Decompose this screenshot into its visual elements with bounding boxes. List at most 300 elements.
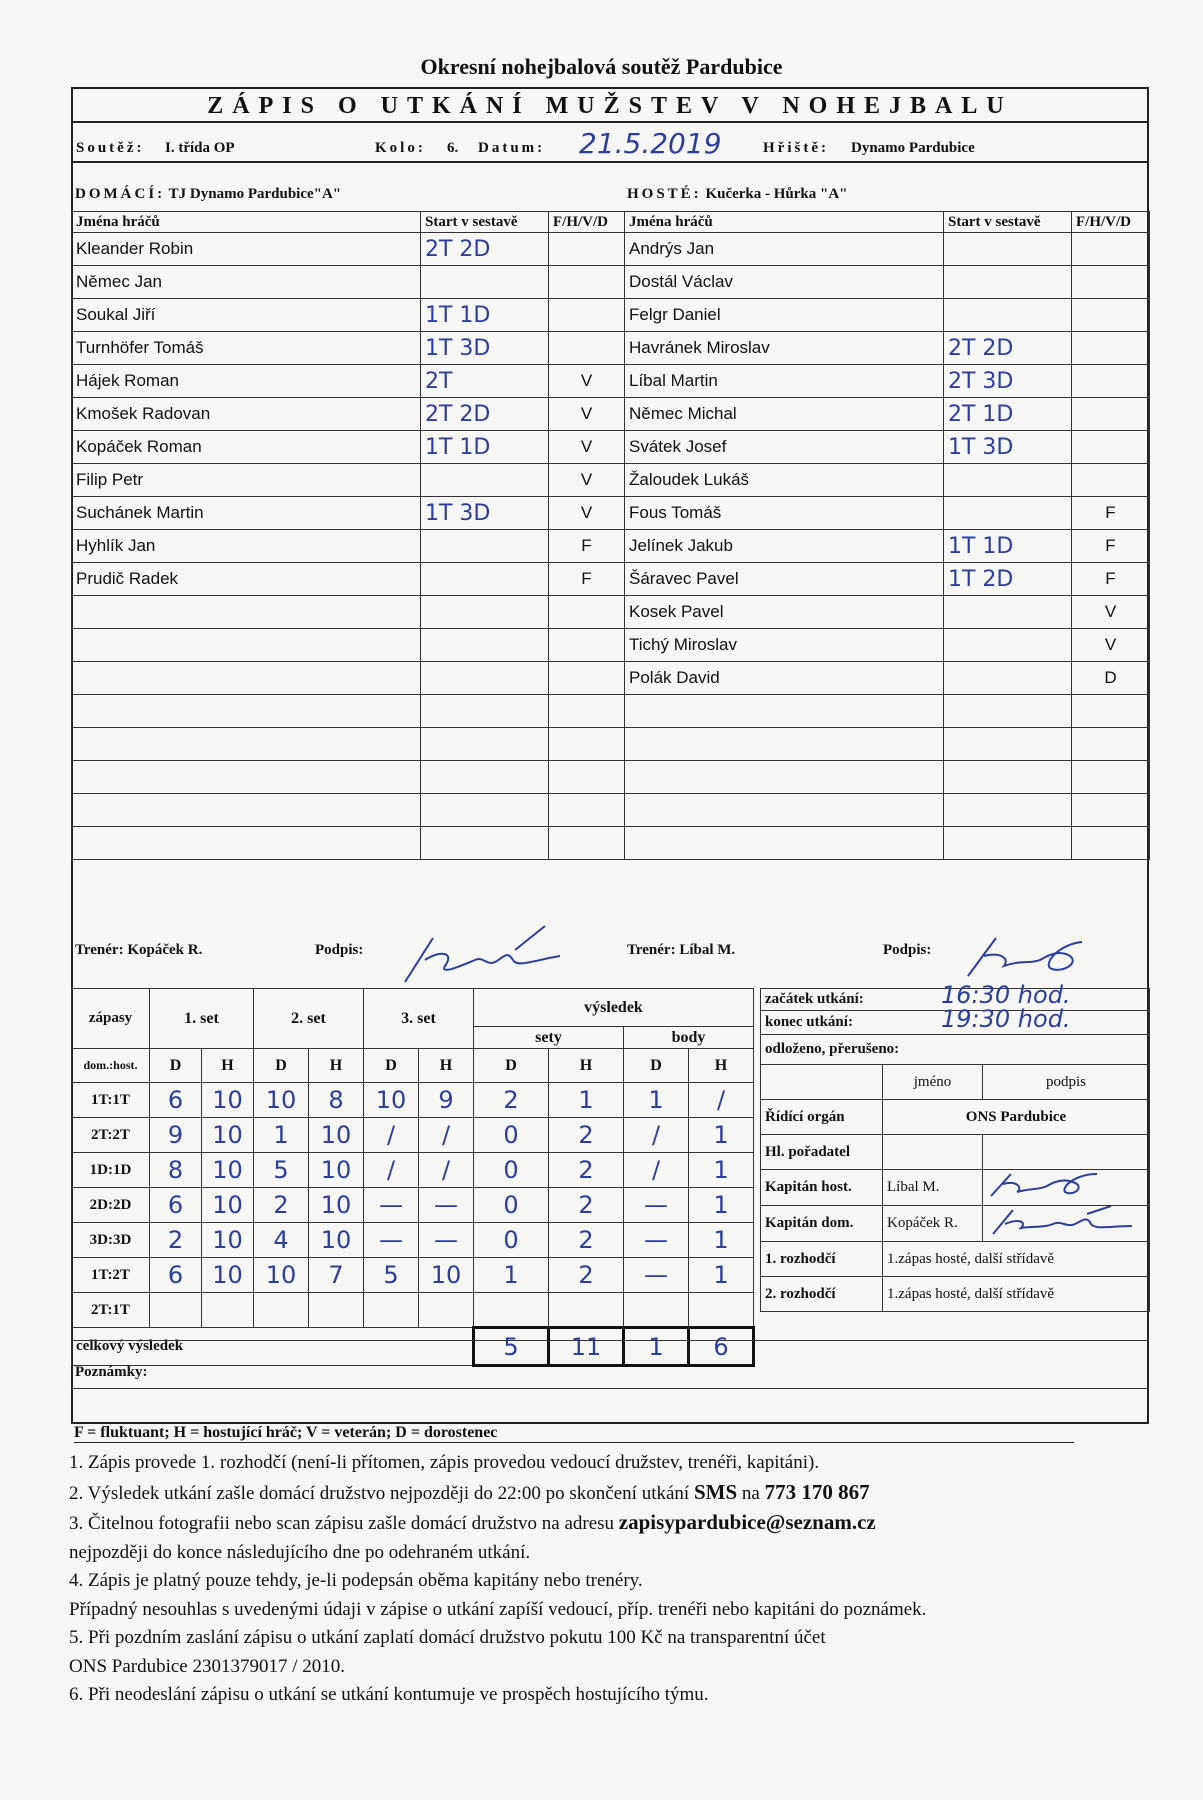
kap-host-name: Líbal M. bbox=[883, 1170, 983, 1206]
kap-dom-signature bbox=[987, 1206, 1137, 1236]
score-cell: 10 bbox=[202, 1118, 254, 1153]
home-player-name bbox=[72, 596, 421, 629]
kap-dom-sign bbox=[983, 1206, 1150, 1242]
score-cell: 2 bbox=[549, 1188, 624, 1223]
total-cell: 1 bbox=[624, 1328, 689, 1366]
ridici-value: ONS Pardubice bbox=[883, 1100, 1150, 1135]
score-cell: 2 bbox=[549, 1258, 624, 1293]
score-cell: 10 bbox=[309, 1223, 364, 1258]
res-h-set3: 3. set bbox=[364, 989, 474, 1049]
score-cell: 1 bbox=[549, 1083, 624, 1118]
home-player-category bbox=[549, 761, 625, 794]
soutez-value: I. třída OP bbox=[165, 140, 235, 156]
rule-3-email: zapisypardubice@seznam.cz bbox=[618, 1510, 876, 1534]
match-label: 2D:2D bbox=[72, 1188, 150, 1223]
ridici-label: Řídící orgán bbox=[761, 1100, 883, 1135]
home-player-start bbox=[421, 629, 549, 662]
guest-player-start bbox=[944, 497, 1072, 530]
score-cell: 10 bbox=[202, 1258, 254, 1293]
score-cell: — bbox=[419, 1188, 474, 1223]
guest-player-start: 2T 1D bbox=[944, 398, 1072, 431]
table-row bbox=[72, 662, 625, 695]
home-player-category: V bbox=[549, 497, 625, 530]
table-row bbox=[625, 761, 1150, 794]
match-info-table bbox=[760, 981, 1150, 1312]
score-cell: 1 bbox=[689, 1188, 754, 1223]
score-cell: 1 bbox=[474, 1258, 549, 1293]
home-player-start: 2T 2D bbox=[421, 398, 549, 431]
score-cell: 0 bbox=[474, 1223, 549, 1258]
guest-player-start bbox=[944, 662, 1072, 695]
home-player-name: Suchánek Martin bbox=[72, 497, 421, 530]
score-cell bbox=[419, 1293, 474, 1328]
table-row bbox=[72, 563, 625, 596]
res-col-h: H bbox=[309, 1049, 364, 1083]
soutez-label: Soutěž: bbox=[76, 140, 145, 156]
datum-value: 21.5.2019 bbox=[579, 127, 722, 160]
score-cell: 1 bbox=[689, 1258, 754, 1293]
score-cell: 1 bbox=[254, 1118, 309, 1153]
table-row bbox=[625, 530, 1150, 563]
res-col-h: H bbox=[202, 1049, 254, 1083]
match-label: 1D:1D bbox=[72, 1153, 150, 1188]
home-col-start: Start v sestavě bbox=[421, 212, 549, 233]
home-player-start bbox=[421, 695, 549, 728]
guest-player-start: 1T 3D bbox=[944, 431, 1072, 464]
total-cell: 6 bbox=[689, 1328, 754, 1366]
home-player-category: F bbox=[549, 530, 625, 563]
score-cell: — bbox=[364, 1188, 419, 1223]
score-cell: 10 bbox=[364, 1083, 419, 1118]
res-h-zapasy: zápasy bbox=[72, 989, 150, 1049]
res-h-body: body bbox=[624, 1027, 754, 1049]
match-meta bbox=[71, 123, 1149, 163]
guest-label: HOSTÉ: bbox=[627, 186, 702, 202]
score-cell: 4 bbox=[254, 1223, 309, 1258]
score-cell: 0 bbox=[474, 1118, 549, 1153]
guest-col-start: Start v sestavě bbox=[944, 212, 1072, 233]
home-player-name: Prudič Radek bbox=[72, 563, 421, 596]
home-player-name bbox=[72, 794, 421, 827]
match-label: 2T:1T bbox=[72, 1293, 150, 1328]
home-player-start: 1T 3D bbox=[421, 497, 549, 530]
kap-dom-name: Kopáček R. bbox=[883, 1206, 983, 1242]
score-cell: / bbox=[364, 1118, 419, 1153]
guest-player-name: Dostál Václav bbox=[625, 266, 944, 299]
score-cell: — bbox=[624, 1258, 689, 1293]
table-row bbox=[625, 728, 1150, 761]
table-row bbox=[625, 365, 1150, 398]
rule-4: 4. Zápis je platný pouze tehdy, je-li podepsán oběma kapitány nebo trenéry. bbox=[69, 1570, 643, 1591]
home-trainer bbox=[75, 942, 364, 959]
guest-player-start bbox=[944, 794, 1072, 827]
res-col-h: H bbox=[689, 1049, 754, 1083]
guest-player-category bbox=[1072, 233, 1150, 266]
rozh2-label: 2. rozhodčí bbox=[761, 1277, 883, 1312]
home-player-name bbox=[72, 629, 421, 662]
home-player-category bbox=[549, 629, 625, 662]
table-row bbox=[72, 398, 625, 431]
score-cell: 2 bbox=[474, 1083, 549, 1118]
kap-dom-label: Kapitán dom. bbox=[761, 1206, 883, 1242]
guest-player-name: Fous Tomáš bbox=[625, 497, 944, 530]
rule-2-text: 2. Výsledek utkání zašle domácí družstvo nejpozději do 22:00 po skončení utkání bbox=[69, 1482, 694, 1504]
hriste-label: Hřiště: bbox=[763, 140, 829, 156]
score-cell: 1 bbox=[689, 1153, 754, 1188]
score-cell bbox=[689, 1293, 754, 1328]
table-row bbox=[625, 398, 1150, 431]
home-player-category bbox=[549, 266, 625, 299]
table-row bbox=[625, 695, 1150, 728]
score-cell: / bbox=[624, 1153, 689, 1188]
table-row bbox=[72, 1153, 754, 1188]
score-cell bbox=[549, 1293, 624, 1328]
home-player-name: Turnhöfer Tomáš bbox=[72, 332, 421, 365]
score-cell: 10 bbox=[309, 1188, 364, 1223]
guest-player-name: Felgr Daniel bbox=[625, 299, 944, 332]
guest-player-category: V bbox=[1072, 596, 1150, 629]
notes-divider bbox=[71, 1340, 1149, 1341]
page-title: Okresní nohejbalová soutěž Pardubice bbox=[420, 54, 783, 79]
table-row bbox=[72, 728, 625, 761]
score-cell bbox=[474, 1293, 549, 1328]
end-label-text: konec utkání: bbox=[765, 1014, 853, 1030]
notes-label: Poznámky: bbox=[75, 1364, 148, 1380]
table-row bbox=[625, 233, 1150, 266]
table-row bbox=[625, 563, 1150, 596]
home-player-start: 1T 1D bbox=[421, 299, 549, 332]
score-cell: 2 bbox=[254, 1188, 309, 1223]
home-trainer-label: Trenér: bbox=[75, 942, 124, 958]
guest-col-cat: F/H/V/D bbox=[1072, 212, 1150, 233]
score-cell: 0 bbox=[474, 1153, 549, 1188]
home-team-name: TJ Dynamo Pardubice"A" bbox=[168, 186, 342, 202]
res-col-d: D bbox=[474, 1049, 549, 1083]
score-cell: / bbox=[689, 1083, 754, 1118]
table-row bbox=[72, 629, 625, 662]
guest-player-category bbox=[1072, 728, 1150, 761]
guest-player-start bbox=[944, 464, 1072, 497]
match-label: 3D:3D bbox=[72, 1223, 150, 1258]
info-blank bbox=[761, 1065, 883, 1100]
home-player-category: V bbox=[549, 464, 625, 497]
rozh1-label: 1. rozhodčí bbox=[761, 1242, 883, 1277]
start-label-text: začátek utkání: bbox=[765, 991, 864, 1007]
res-h-vysledek: výsledek bbox=[474, 989, 754, 1027]
home-player-name: Hájek Roman bbox=[72, 365, 421, 398]
score-cell: 2 bbox=[549, 1153, 624, 1188]
score-cell: 10 bbox=[309, 1118, 364, 1153]
guest-team-header bbox=[627, 186, 848, 203]
table-row bbox=[72, 1293, 754, 1328]
res-col-h: H bbox=[419, 1049, 474, 1083]
home-player-category: F bbox=[549, 563, 625, 596]
end-time: 19:30 hod. bbox=[941, 1005, 1071, 1033]
guest-player-category: F bbox=[1072, 497, 1150, 530]
rule-4-cont: Případný nesouhlas s uvedenými údaji v zápise o utkání zapíší vedoucí, příp. trenéři nebo kapitáni do poznámek. bbox=[69, 1598, 927, 1620]
guest-player-category bbox=[1072, 695, 1150, 728]
rule-5: 5. Při pozdním zaslání zápisu o utkání zaplatí domácí družstvo pokutu 100 Kč na transparentní účet bbox=[69, 1627, 826, 1648]
table-row bbox=[72, 497, 625, 530]
table-row bbox=[72, 530, 625, 563]
home-player-category bbox=[549, 662, 625, 695]
results-table bbox=[71, 988, 755, 1367]
table-row bbox=[625, 299, 1150, 332]
home-player-start: 1T 1D bbox=[421, 431, 549, 464]
home-player-category bbox=[549, 827, 625, 860]
home-player-name: Kmošek Radovan bbox=[72, 398, 421, 431]
poradatel-label: Hl. pořadatel bbox=[761, 1135, 883, 1170]
score-cell: 6 bbox=[150, 1083, 202, 1118]
table-row bbox=[72, 596, 625, 629]
score-cell: 10 bbox=[254, 1258, 309, 1293]
score-cell: 10 bbox=[202, 1153, 254, 1188]
score-cell: — bbox=[419, 1223, 474, 1258]
res-h-set2: 2. set bbox=[254, 989, 364, 1049]
guest-player-category: F bbox=[1072, 530, 1150, 563]
home-player-name bbox=[72, 761, 421, 794]
score-cell: 1 bbox=[689, 1118, 754, 1153]
score-cell: 8 bbox=[150, 1153, 202, 1188]
table-row bbox=[72, 761, 625, 794]
datum-label: Datum: bbox=[478, 140, 546, 156]
guest-player-start bbox=[944, 596, 1072, 629]
home-col-cat: F/H/V/D bbox=[549, 212, 625, 233]
kap-host-sign bbox=[983, 1170, 1150, 1206]
home-player-start: 1T 3D bbox=[421, 332, 549, 365]
score-cell: 2 bbox=[549, 1223, 624, 1258]
table-row bbox=[72, 233, 625, 266]
guest-sign-label: Podpis: bbox=[883, 942, 932, 958]
home-player-category bbox=[549, 299, 625, 332]
home-player-start bbox=[421, 464, 549, 497]
home-player-name: Němec Jan bbox=[72, 266, 421, 299]
rozh1-value: 1.zápas hosté, další střídavě bbox=[883, 1242, 1150, 1277]
guest-player-start bbox=[944, 827, 1072, 860]
guest-trainer-name: Líbal M. bbox=[679, 942, 736, 958]
score-cell: 1 bbox=[689, 1223, 754, 1258]
table-row bbox=[72, 695, 625, 728]
hriste-value: Dynamo Pardubice bbox=[851, 140, 975, 156]
guest-player-start: 2T 3D bbox=[944, 365, 1072, 398]
total-cell: 11 bbox=[549, 1328, 624, 1366]
home-player-category bbox=[549, 794, 625, 827]
table-row bbox=[625, 596, 1150, 629]
table-row bbox=[625, 662, 1150, 695]
home-player-start bbox=[421, 596, 549, 629]
res-h-set1: 1. set bbox=[150, 989, 254, 1049]
rule-1: 1. Zápis provede 1. rozhodčí (není-li přítomen, zápis provedou vedoucí družstev, trenéři, kapitáni). bbox=[69, 1452, 820, 1473]
score-cell: / bbox=[624, 1118, 689, 1153]
home-player-category: V bbox=[549, 365, 625, 398]
guest-player-name bbox=[625, 827, 944, 860]
score-cell: 6 bbox=[150, 1188, 202, 1223]
table-row bbox=[625, 794, 1150, 827]
score-cell bbox=[624, 1293, 689, 1328]
guest-player-name: Šáravec Pavel bbox=[625, 563, 944, 596]
guest-player-category: F bbox=[1072, 563, 1150, 596]
guest-col-names: Jména hráčů bbox=[625, 212, 944, 233]
guest-player-category: V bbox=[1072, 629, 1150, 662]
rule-5-cont: ONS Pardubice 2301379017 / 2010. bbox=[69, 1655, 346, 1677]
form-banner: ZÁPIS O UTKÁNÍ MUŽSTEV V NOHEJBALU bbox=[71, 87, 1149, 123]
res-h-domhost: dom.:host. bbox=[72, 1049, 150, 1083]
guest-player-category bbox=[1072, 365, 1150, 398]
score-cell: 9 bbox=[150, 1118, 202, 1153]
res-col-h: H bbox=[549, 1049, 624, 1083]
home-player-name: Hyhlík Jan bbox=[72, 530, 421, 563]
end-label bbox=[761, 1005, 1150, 1035]
legend: F = fluktuant; H = hostující hráč; V = veterán; D = dorostenec bbox=[74, 1424, 1074, 1443]
guest-player-category bbox=[1072, 431, 1150, 464]
table-row bbox=[72, 332, 625, 365]
score-cell: 1 bbox=[624, 1083, 689, 1118]
home-player-category: V bbox=[549, 431, 625, 464]
table-row bbox=[72, 464, 625, 497]
score-cell: 10 bbox=[202, 1223, 254, 1258]
rules-list bbox=[69, 1449, 1189, 1710]
score-cell: — bbox=[364, 1223, 419, 1258]
total-cell: 5 bbox=[474, 1328, 549, 1366]
guest-player-name: Havránek Miroslav bbox=[625, 332, 944, 365]
home-player-start: 2T bbox=[421, 365, 549, 398]
score-cell: / bbox=[419, 1153, 474, 1188]
table-row bbox=[72, 1223, 754, 1258]
score-cell: 9 bbox=[419, 1083, 474, 1118]
home-trainer-signature bbox=[395, 920, 565, 988]
guest-player-name: Svátek Josef bbox=[625, 431, 944, 464]
table-row bbox=[625, 497, 1150, 530]
table-row bbox=[72, 1083, 754, 1118]
guest-player-category bbox=[1072, 827, 1150, 860]
home-player-name bbox=[72, 695, 421, 728]
guest-player-start bbox=[944, 761, 1072, 794]
guest-player-category bbox=[1072, 398, 1150, 431]
guest-player-category bbox=[1072, 794, 1150, 827]
table-row bbox=[72, 827, 625, 860]
res-h-sety: sety bbox=[474, 1027, 624, 1049]
score-cell: 8 bbox=[309, 1083, 364, 1118]
rule-3 bbox=[69, 1508, 1189, 1539]
guest-player-category bbox=[1072, 266, 1150, 299]
guest-team-name: Kučerka - Hůrka "A" bbox=[705, 186, 848, 202]
score-cell: — bbox=[624, 1188, 689, 1223]
guest-player-start bbox=[944, 629, 1072, 662]
score-cell: — bbox=[624, 1223, 689, 1258]
table-row bbox=[72, 431, 625, 464]
table-row bbox=[72, 1258, 754, 1293]
home-player-start bbox=[421, 563, 549, 596]
rule-3-text: 3. Čitelnou fotografii nebo scan zápisu zašle domácí družstvo na adresu bbox=[69, 1513, 619, 1534]
guest-player-name: Tichý Miroslav bbox=[625, 629, 944, 662]
rozh2-value: 1.zápas hosté, další střídavě bbox=[883, 1277, 1150, 1312]
table-row bbox=[625, 266, 1150, 299]
score-cell: 10 bbox=[254, 1083, 309, 1118]
guest-player-start bbox=[944, 728, 1072, 761]
table-row bbox=[72, 299, 625, 332]
home-player-start: 2T 2D bbox=[421, 233, 549, 266]
score-cell: 10 bbox=[419, 1258, 474, 1293]
guest-player-name bbox=[625, 728, 944, 761]
guest-player-name: Žaloudek Lukáš bbox=[625, 464, 944, 497]
guest-player-name bbox=[625, 794, 944, 827]
total-label: celkový výsledek bbox=[72, 1328, 474, 1366]
rule-3-cont: nejpozději do konce následujícího dne po odehraném utkání. bbox=[69, 1541, 531, 1563]
guest-player-start: 1T 2D bbox=[944, 563, 1072, 596]
guest-player-start bbox=[944, 299, 1072, 332]
home-player-category bbox=[549, 332, 625, 365]
home-sign-label: Podpis: bbox=[315, 942, 364, 958]
table-row bbox=[72, 794, 625, 827]
table-row bbox=[625, 464, 1150, 497]
table-row bbox=[625, 827, 1150, 860]
home-players-table bbox=[71, 211, 625, 860]
home-team-header bbox=[75, 186, 341, 203]
home-player-category bbox=[549, 233, 625, 266]
info-podpis: podpis bbox=[983, 1065, 1150, 1100]
home-player-name: Kleander Robin bbox=[72, 233, 421, 266]
table-row bbox=[625, 431, 1150, 464]
rule-2-na: na bbox=[737, 1482, 765, 1504]
res-col-d: D bbox=[254, 1049, 309, 1083]
home-player-name bbox=[72, 827, 421, 860]
home-player-category bbox=[549, 728, 625, 761]
home-player-start bbox=[421, 662, 549, 695]
start-time: 16:30 hod. bbox=[941, 981, 1071, 1009]
guest-players-table bbox=[624, 211, 1150, 860]
score-cell: / bbox=[364, 1153, 419, 1188]
guest-player-start bbox=[944, 233, 1072, 266]
home-player-start bbox=[421, 827, 549, 860]
score-cell: 6 bbox=[150, 1258, 202, 1293]
guest-trainer-label: Trenér: bbox=[627, 942, 676, 958]
table-row bbox=[72, 1188, 754, 1223]
guest-player-name bbox=[625, 695, 944, 728]
guest-player-name: Jelínek Jakub bbox=[625, 530, 944, 563]
guest-player-name bbox=[625, 761, 944, 794]
poradatel-sign bbox=[983, 1135, 1150, 1170]
score-cell: / bbox=[419, 1118, 474, 1153]
kolo-label: Kolo: bbox=[375, 140, 426, 156]
table-row bbox=[72, 1118, 754, 1153]
home-player-category bbox=[549, 596, 625, 629]
score-cell: 10 bbox=[202, 1083, 254, 1118]
guest-player-name: Kosek Pavel bbox=[625, 596, 944, 629]
score-cell bbox=[202, 1293, 254, 1328]
score-cell: 5 bbox=[254, 1153, 309, 1188]
home-player-name bbox=[72, 728, 421, 761]
rule-2-phone: 773 170 867 bbox=[764, 1479, 870, 1504]
score-cell bbox=[364, 1293, 419, 1328]
notes-divider-2 bbox=[71, 1388, 1149, 1389]
home-trainer-name: Kopáček R. bbox=[127, 942, 203, 958]
rule-2 bbox=[69, 1478, 1189, 1509]
home-player-name: Kopáček Roman bbox=[72, 431, 421, 464]
guest-player-category bbox=[1072, 299, 1150, 332]
guest-player-name: Polák David bbox=[625, 662, 944, 695]
guest-trainer bbox=[627, 942, 932, 959]
res-col-d: D bbox=[364, 1049, 419, 1083]
guest-player-start bbox=[944, 695, 1072, 728]
guest-player-category bbox=[1072, 332, 1150, 365]
score-cell: 0 bbox=[474, 1188, 549, 1223]
guest-player-start: 1T 1D bbox=[944, 530, 1072, 563]
res-col-d: D bbox=[150, 1049, 202, 1083]
match-label: 2T:2T bbox=[72, 1118, 150, 1153]
home-player-start bbox=[421, 761, 549, 794]
score-cell bbox=[309, 1293, 364, 1328]
guest-player-start bbox=[944, 266, 1072, 299]
